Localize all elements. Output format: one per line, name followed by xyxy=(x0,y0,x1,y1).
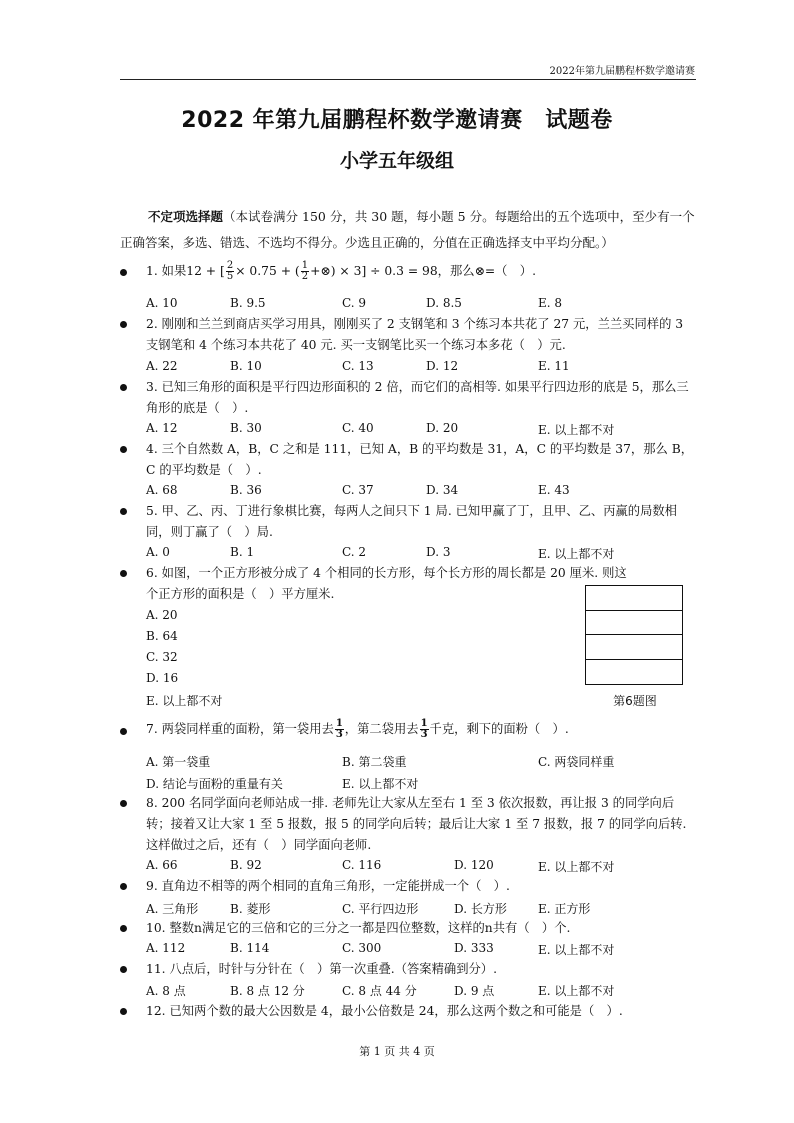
fraction: $\frac{1}{2}$ xyxy=(301,260,309,282)
options-q1 xyxy=(146,296,706,316)
option-d[interactable]: D. 16 xyxy=(146,671,179,685)
options-q5 xyxy=(146,545,706,565)
option-a[interactable]: A. 0 xyxy=(146,545,170,559)
option-b[interactable]: B. 8 点 12 分 xyxy=(230,984,305,998)
bullet-icon xyxy=(120,269,127,276)
instructions-text: （本试卷满分 150 分，共 30 题，每小题 5 分。每题给出的五个选项中，至少有一个正确答案，多选、错选、不选均不得分。少选且正确的，分值在正确选择支中平均分配。） xyxy=(120,209,695,250)
options-q7 xyxy=(146,753,706,773)
q6-line-2: 个正方形的面积是（ ）平方厘米. xyxy=(146,587,335,601)
options-q11 xyxy=(146,982,706,1002)
option-b[interactable]: B. 64 xyxy=(146,629,178,643)
bullet-icon xyxy=(120,508,127,515)
option-d[interactable]: D. 20 xyxy=(426,421,459,435)
bullet-icon xyxy=(120,321,127,328)
square-figure xyxy=(585,585,683,685)
question-2: 2. 刚刚和兰兰到商店买学习用具，刚刚买了 2 支钢笔和 3 个练习本共花了 27 元，兰兰买同样的 3 支钢笔和 4 个练习本共花了 40 元. 买一支钢笔比买一个练习本多花（ ）元. xyxy=(146,317,684,352)
option-b[interactable]: B. 1 xyxy=(230,545,255,559)
option-e[interactable]: E. 43 xyxy=(538,483,570,497)
option-e[interactable]: E. 8 xyxy=(538,296,563,310)
running-header: 2022年第九届鹏程杯数学邀请赛 xyxy=(549,66,695,77)
option-e[interactable]: E. 以上都不对 xyxy=(342,777,419,791)
option-b[interactable]: B. 9.5 xyxy=(230,296,266,310)
options-q4 xyxy=(146,483,706,503)
page-footer: 第 1 页 共 4 页 xyxy=(359,1045,435,1058)
option-b[interactable]: B. 114 xyxy=(230,941,270,955)
option-c[interactable]: C. 13 xyxy=(342,359,374,373)
rectangle-4 xyxy=(586,660,682,685)
option-e[interactable]: E. 以上都不对 xyxy=(538,860,615,874)
option-a[interactable]: A. 22 xyxy=(146,359,178,373)
option-c[interactable]: C. 116 xyxy=(342,858,382,872)
option-d[interactable]: D. 120 xyxy=(454,858,494,872)
question-8: 8. 200 名同学面向老师站成一排. 老师先让大家从左至右 1 至 3 依次报数，再让报 3 的同学向后转；接着又让大家 1 至 5 报数，报 5 的同学向后转；最后让大家 1 至 7 报数，报 7 的同学向后转. 这样做过之后，还有（ ）同学面向老师. xyxy=(146,796,687,852)
instructions-label: 不定项选择题 xyxy=(148,209,224,224)
option-a[interactable]: A. 三角形 xyxy=(146,902,199,916)
rectangle-2 xyxy=(586,611,682,636)
option-d[interactable]: D. 结论与面粉的重量有关 xyxy=(146,777,283,791)
question-4: 4. 三个自然数 A，B，C 之和是 111，已知 A，B 的平均数是 31，A，C 的平均数是 37，那么 B，C 的平均数是（ ）. xyxy=(146,442,694,477)
option-a[interactable]: A. 112 xyxy=(146,941,186,955)
option-d[interactable]: D. 8.5 xyxy=(426,296,462,310)
option-e[interactable]: E. 以上都不对 xyxy=(538,984,615,998)
fraction: $\frac{1}{3}$ xyxy=(335,718,343,740)
option-d[interactable]: D. 12 xyxy=(426,359,459,373)
options-q10 xyxy=(146,941,706,961)
option-d[interactable]: D. 34 xyxy=(426,483,459,497)
option-b[interactable]: B. 36 xyxy=(230,483,262,497)
fraction: $\frac{2}{5}$ xyxy=(226,260,234,282)
option-e[interactable]: E. 以上都不对 xyxy=(538,547,615,561)
bullet-icon xyxy=(120,728,127,735)
q6-line-1: 6. 如图，一个正方形被分成了 4 个相同的长方形，每个长方形的周长都是 20 厘米. 则这 xyxy=(146,566,627,580)
q7-text-mid: ，第二袋用去 xyxy=(344,722,419,736)
option-c[interactable]: C. 平行四边形 xyxy=(342,902,419,916)
option-b[interactable]: B. 10 xyxy=(230,359,262,373)
question-number: 1. xyxy=(146,264,158,278)
q1-text-mid1: × 0.75 + ( xyxy=(235,264,300,278)
option-a[interactable]: A. 10 xyxy=(146,296,178,310)
option-d[interactable]: D. 长方形 xyxy=(454,902,507,916)
option-a[interactable]: A. 20 xyxy=(146,608,178,622)
option-c[interactable]: C. 2 xyxy=(342,545,367,559)
question-12: 12. 已知两个数的最大公因数是 4，最小公倍数是 24，那么这两个数之和可能是（ ）. xyxy=(146,1004,623,1018)
question-10: 10. 整数n满足它的三倍和它的三分之一都是四位整数，这样的n共有（ ）个. xyxy=(146,921,571,935)
option-a[interactable]: A. 68 xyxy=(146,483,178,497)
header-rule xyxy=(120,79,696,80)
rectangle-1 xyxy=(586,586,682,611)
option-e[interactable]: E. 以上都不对 xyxy=(538,423,615,437)
page-title: 2022 年第九届鹏程杯数学邀请赛 试题卷 xyxy=(181,108,613,133)
bullet-icon xyxy=(120,1008,127,1015)
option-c[interactable]: C. 40 xyxy=(342,421,374,435)
bullet-icon xyxy=(120,800,127,807)
page-subtitle: 小学五年级组 xyxy=(339,150,454,172)
option-d[interactable]: D. 333 xyxy=(454,941,494,955)
figure-caption: 第6题图 xyxy=(613,694,657,708)
option-a[interactable]: A. 66 xyxy=(146,858,178,872)
option-b[interactable]: B. 92 xyxy=(230,858,262,872)
question-5: 5. 甲、乙、丙、丁进行象棋比赛，每两人之间只下 1 局. 已知甲赢了丁，且甲、乙、丙赢的局数相同，则丁赢了（ ）局. xyxy=(146,504,677,539)
option-e[interactable]: E. 正方形 xyxy=(538,902,591,916)
q7-text-post: 千克，剩下的面粉（ ）. xyxy=(429,722,569,736)
options-q3 xyxy=(146,421,706,441)
question-9: 9. 直角边不相等的两个相同的直角三角形，一定能拼成一个（ ）. xyxy=(146,879,510,893)
bullet-icon xyxy=(120,925,127,932)
option-b[interactable]: B. 30 xyxy=(230,421,262,435)
question-7 xyxy=(146,716,698,742)
option-b[interactable]: B. 第二袋重 xyxy=(342,755,407,769)
option-a[interactable]: A. 12 xyxy=(146,421,178,435)
q7-text-pre: 7. 两袋同样重的面粉，第一袋用去 xyxy=(146,722,334,736)
question-3: 3. 已知三角形的面积是平行四边形面积的 2 倍，而它们的高相等. 如果平行四边形的底是 5，那么三角形的底是（ ）. xyxy=(146,380,689,415)
option-d[interactable]: D. 9 点 xyxy=(454,984,495,998)
question-11: 11. 八点后，时针与分针在（ ）第一次重叠.（答案精确到分）. xyxy=(146,962,498,976)
option-c[interactable]: C. 8 点 44 分 xyxy=(342,984,417,998)
option-b[interactable]: B. 菱形 xyxy=(230,902,271,916)
option-a[interactable]: A. 8 点 xyxy=(146,984,186,998)
fraction: $\frac{1}{3}$ xyxy=(420,718,428,740)
option-e[interactable]: E. 11 xyxy=(538,359,570,373)
option-c[interactable]: C. 9 xyxy=(342,296,367,310)
instructions xyxy=(120,204,700,256)
rectangle-3 xyxy=(586,635,682,660)
q1-text-mid2: +⊗) × 3] ÷ 0.3 = 98，那么⊗=（ ）. xyxy=(310,264,536,278)
option-e[interactable]: E. 以上都不对 xyxy=(538,943,615,957)
bullet-icon xyxy=(120,570,127,577)
option-e[interactable]: E. 以上都不对 xyxy=(146,694,223,708)
bullet-icon xyxy=(120,966,127,973)
options-q7-row2 xyxy=(146,775,706,795)
bullet-icon xyxy=(120,446,127,453)
option-a[interactable]: A. 第一袋重 xyxy=(146,755,211,769)
q1-text-pre: 如果12 + [ xyxy=(161,264,225,278)
option-c[interactable]: C. 37 xyxy=(342,483,374,497)
option-c[interactable]: C. 300 xyxy=(342,941,382,955)
question-1 xyxy=(146,261,698,282)
option-d[interactable]: D. 3 xyxy=(426,545,451,559)
bullet-icon xyxy=(120,384,127,391)
bullet-icon xyxy=(120,883,127,890)
options-q2 xyxy=(146,359,706,379)
option-c[interactable]: C. 32 xyxy=(146,650,178,664)
options-q8 xyxy=(146,858,706,878)
option-c[interactable]: C. 两袋同样重 xyxy=(538,755,615,769)
options-q9 xyxy=(146,900,706,920)
